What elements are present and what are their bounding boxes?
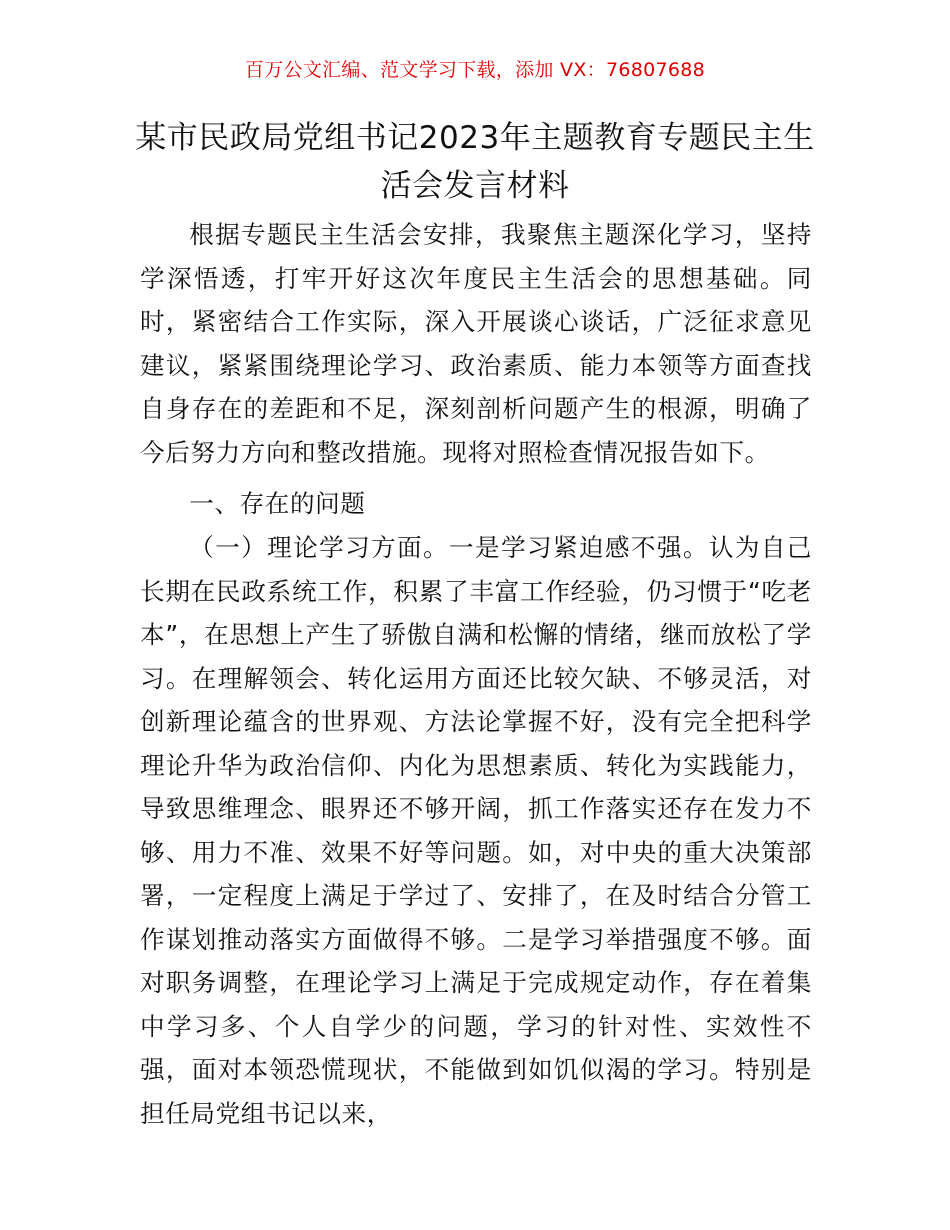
section-heading: 一、存在的问题 (189, 489, 366, 518)
body-paragraph-theory-study: （一）理论学习方面。一是学习紧迫感不强。认为自己长期在民政系统工作，积累了丰富工作经验，仍习惯于“吃老本”，在思想上产生了骄傲自满和松懈的情绪，继而放松了学习。在理解领会、转化运用方面还比较欠缺、不够灵活，对创新理论蕴含的世界观、方法论掌握不好，没有完全把科学理论升华为政治信仰、内化为思想素质、转化为实践能力，导致思维理念、眼界还不够开阔，抓工作落实还存在发力不够、用力不准、效果不好等问题。如，对中央的重大决策部署，一定程度上满足于学过了、安排了，在及时结合分管工作谋划推动落实方面做得不够。二是学习举措强度不够。面对职务调整，在理论学习上满足于完成规定动作，存在着集中学习多、个人自学少的问题，学习的针对性、实效性不强，面对本领恐慌现状，不能做到如饥似渴的学习。特别是担任局党组书记以来， (140, 533, 812, 1128)
document-title: 某市民政局党组书记2023年主题教育专题民主生活会发言材料 (135, 120, 815, 204)
header-note: 百万公文汇编、范文学习下载，添加 VX：76807688 (244, 59, 706, 81)
body-paragraph-intro: 根据专题民主生活会安排，我聚焦主题深化学习，坚持学深悟透，打牢开好这次年度民主生活会的思想基础。同时，紧密结合工作实际，深入开展谈心谈话，广泛征求意见建议，紧紧围绕理论学习、政治素质、能力本领等方面查找自身存在的差距和不足，深刻剖析问题产生的根源，明确了今后努力方向和整改措施。现将对照检查情况报告如下。 (140, 220, 812, 467)
